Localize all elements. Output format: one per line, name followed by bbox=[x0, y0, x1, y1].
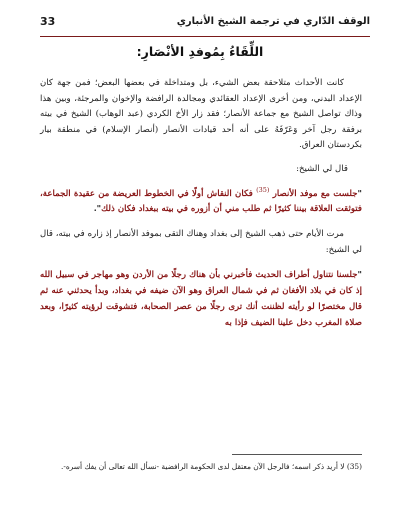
paragraph-1: كانت الأحداث متلاحقة بعض الشيء، بل ومتداخلة في بعضها البعض؛ فمن جهة كان الإعداد البدني، ومن أخرى الإعداد العقائدي ومجالدة الرافضة والإخوان والمرجئة، وبين هذا وذاك تواصل الشيخ مع جماعة الأنصار؛ فقد زار الأخ الكردي (عبد الوهاب) الشيخ في بيته برفقة رجل آخر وَعَرّفَهُ على أنه أحد قيادات الأنصار (أنصار الإسلام) في منطقة بيار بكردستان العراق. bbox=[40, 78, 362, 151]
quote-1-text-b: فكان النقاش أولًا في الخطوط العريضة من عقيدة الجماعة، فتوثقت العلاقة بيننا كثيرًا ثم طلب مني أن أزوره في بيته ببغداد فكان ذلك bbox=[40, 188, 362, 215]
footnote-35: (35) لا أريد ذكر اسمه؛ فالرجل الآن معتقل لدى الحكومة الرافضية -نسأل الله تعالى أن يفك أسره-. bbox=[60, 462, 362, 471]
quote-2-text: جلسنا نتناول أطراف الحديث فأخبرني بأن هناك رجلًا من الأردن وهو مهاجر في سبيل الله إذ كان في بلاد الأفغان ثم في شمال العراق وهو الآن ضيفه في بغداد، وبدأ يحدثني عنه ثم قال مختصرًا لو رأيته لظننت أنك ترى رجلًا من عصر الصحابة، فتشوقت لرؤيته كثيرًا، وبعد صلاة المغرب دخل علينا الضيف فإذا به bbox=[40, 269, 362, 328]
quote-1-open-mark: " bbox=[357, 188, 362, 199]
quote-2-open-mark: " bbox=[357, 269, 362, 280]
footnote-ref-35[interactable]: (35) bbox=[256, 185, 270, 194]
quote-2 bbox=[40, 267, 362, 331]
paragraph-2: مرت الأيام حتى ذهب الشيخ إلى بغداد وهناك التقى بموفد الأنصار إذ زاره في بيته، قال لي الشيخ: bbox=[40, 229, 362, 256]
quote-1 bbox=[40, 182, 362, 218]
quote-1-close-mark: ". bbox=[93, 204, 102, 215]
running-title: الوقف الدّاري في ترجمة الشيخ الأنباري bbox=[176, 15, 370, 27]
header-rule bbox=[40, 36, 370, 37]
section-title: اللِّقَاءُ بِمُوفدِ الأنْصَارِ: bbox=[136, 44, 264, 59]
body-text bbox=[40, 76, 362, 341]
quote-1-text-a: جلست مع موفد الأنصار bbox=[272, 188, 358, 199]
page-number: 33 bbox=[40, 14, 56, 28]
page-header bbox=[40, 8, 370, 34]
said-line-1: قال لي الشيخ: bbox=[296, 163, 348, 174]
footnote-rule bbox=[232, 454, 362, 455]
